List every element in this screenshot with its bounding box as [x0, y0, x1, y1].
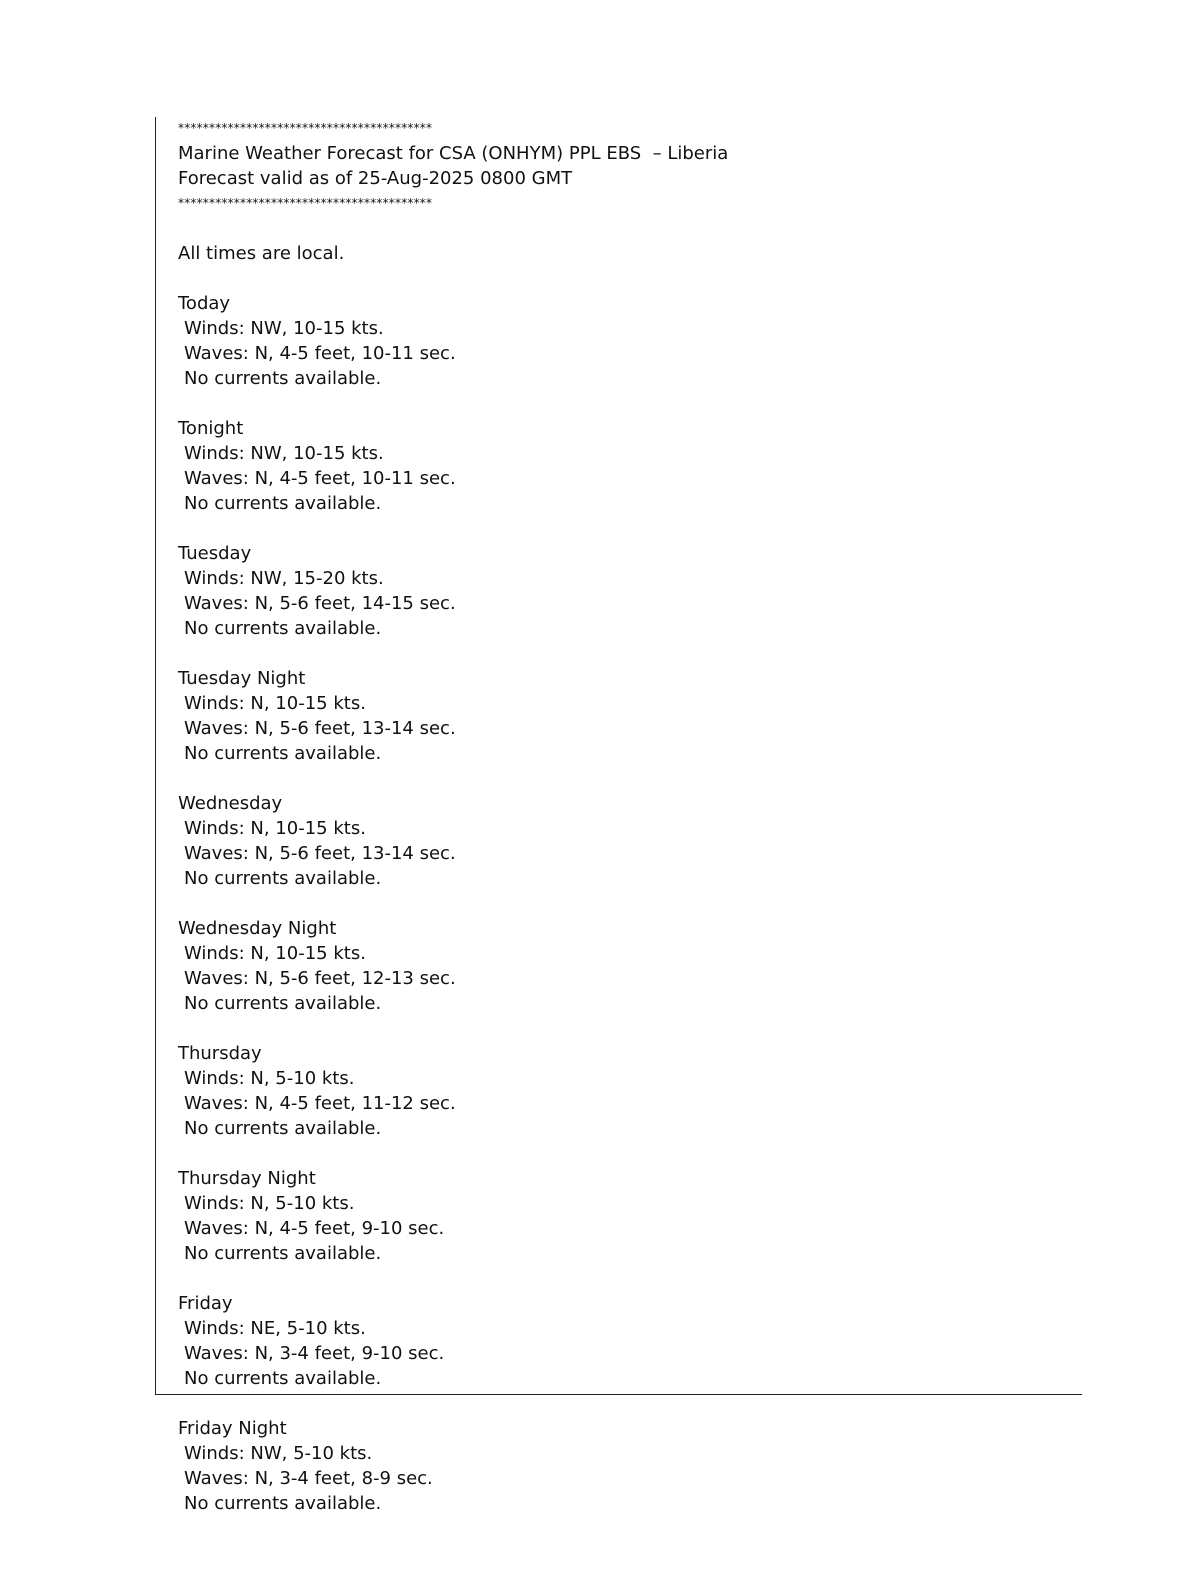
period-waves: Waves: N, 4-5 feet, 11-12 sec. — [184, 1093, 456, 1114]
period-name: Thursday Night — [178, 1168, 316, 1189]
spacer — [178, 891, 1058, 916]
period-waves: Waves: N, 5-6 feet, 13-14 sec. — [184, 843, 456, 864]
period-waves: Waves: N, 5-6 feet, 14-15 sec. — [184, 593, 456, 614]
period-waves: Waves: N, 4-5 feet, 9-10 sec. — [184, 1218, 445, 1239]
period-currents: No currents available. — [184, 368, 382, 389]
forecast-period — [178, 666, 1058, 791]
period-winds: Winds: NW, 15-20 kts. — [184, 568, 384, 589]
forecast-period — [178, 1291, 1058, 1416]
forecast-title: Marine Weather Forecast for CSA (ONHYM) PPL EBS – Liberia — [178, 143, 729, 164]
period-name: Friday Night — [178, 1418, 287, 1439]
period-name: Tuesday Night — [178, 668, 306, 689]
spacer — [178, 1391, 1058, 1416]
header-stars-bottom: ***************************************** — [178, 196, 433, 210]
forecast-valid-time: Forecast valid as of 25-Aug-2025 0800 GMT — [178, 168, 573, 189]
period-winds: Winds: N, 10-15 kts. — [184, 818, 366, 839]
times-note: All times are local. — [178, 243, 345, 264]
forecast-period — [178, 916, 1058, 1041]
forecast-period — [178, 791, 1058, 916]
period-name: Today — [178, 293, 231, 314]
period-currents: No currents available. — [184, 868, 382, 889]
period-currents: No currents available. — [184, 1243, 382, 1264]
period-winds: Winds: NW, 10-15 kts. — [184, 443, 384, 464]
period-name: Tuesday — [178, 543, 252, 564]
spacer — [178, 1016, 1058, 1041]
forecast-period — [178, 541, 1058, 666]
spacer — [178, 216, 1058, 241]
period-waves: Waves: N, 4-5 feet, 10-11 sec. — [184, 343, 456, 364]
period-winds: Winds: N, 10-15 kts. — [184, 943, 366, 964]
spacer — [178, 1266, 1058, 1291]
period-winds: Winds: N, 5-10 kts. — [184, 1193, 355, 1214]
header-stars-top: ***************************************** — [178, 121, 433, 135]
period-winds: Winds: NW, 10-15 kts. — [184, 318, 384, 339]
period-name: Wednesday Night — [178, 918, 337, 939]
period-name: Tonight — [178, 418, 244, 439]
forecast-period — [178, 1416, 1058, 1516]
period-currents: No currents available. — [184, 1493, 382, 1514]
period-currents: No currents available. — [184, 993, 382, 1014]
spacer — [178, 391, 1058, 416]
spacer — [178, 1141, 1058, 1166]
period-waves: Waves: N, 5-6 feet, 12-13 sec. — [184, 968, 456, 989]
period-winds: Winds: NE, 5-10 kts. — [184, 1318, 366, 1339]
period-waves: Waves: N, 3-4 feet, 8-9 sec. — [184, 1468, 433, 1489]
spacer — [178, 516, 1058, 541]
spacer — [178, 766, 1058, 791]
forecast-period — [178, 1166, 1058, 1291]
forecast-period — [178, 291, 1058, 416]
period-winds: Winds: N, 5-10 kts. — [184, 1068, 355, 1089]
period-currents: No currents available. — [184, 1368, 382, 1389]
period-currents: No currents available. — [184, 743, 382, 764]
period-name: Thursday — [178, 1043, 262, 1064]
period-currents: No currents available. — [184, 618, 382, 639]
spacer — [178, 266, 1058, 291]
period-currents: No currents available. — [184, 493, 382, 514]
forecast-period — [178, 416, 1058, 541]
forecast-document — [178, 116, 1058, 1516]
period-waves: Waves: N, 4-5 feet, 10-11 sec. — [184, 468, 456, 489]
period-waves: Waves: N, 3-4 feet, 9-10 sec. — [184, 1343, 445, 1364]
forecast-period — [178, 1041, 1058, 1166]
spacer — [178, 641, 1058, 666]
left-border-rule — [155, 117, 156, 1395]
period-winds: Winds: NW, 5-10 kts. — [184, 1443, 373, 1464]
period-winds: Winds: N, 10-15 kts. — [184, 693, 366, 714]
period-currents: No currents available. — [184, 1118, 382, 1139]
period-name: Friday — [178, 1293, 233, 1314]
period-name: Wednesday — [178, 793, 283, 814]
period-waves: Waves: N, 5-6 feet, 13-14 sec. — [184, 718, 456, 739]
